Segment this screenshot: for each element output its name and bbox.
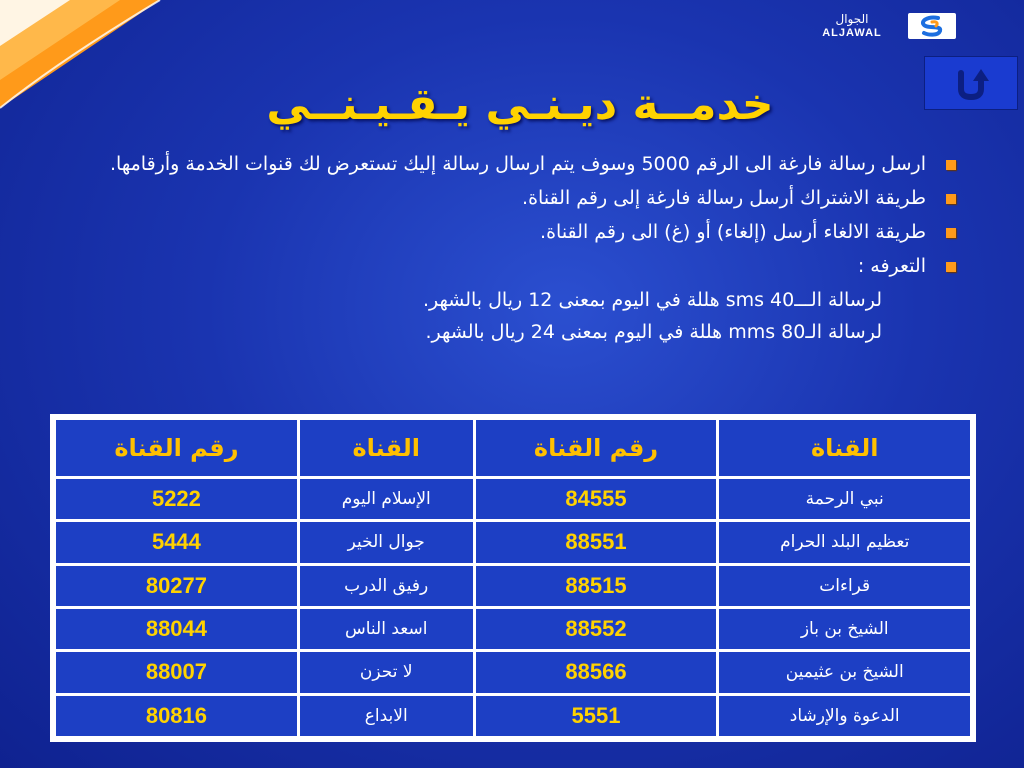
table-header-row	[56, 420, 970, 476]
table-row	[56, 609, 970, 649]
channel-name: الشيخ بن عثيمين	[719, 652, 970, 692]
tariff-text: لرسالة الـmms 80 هللة في اليوم بمعنى 24 ريال بالشهر.	[425, 321, 882, 343]
channel-name: نبي الرحمة	[719, 479, 970, 519]
bullet-item	[40, 150, 970, 178]
channel-number: 80277	[56, 566, 297, 606]
channel-number: 84555	[476, 479, 717, 519]
tariff-line	[40, 318, 970, 346]
channels-table	[50, 414, 976, 742]
channel-name: الابداع	[300, 696, 473, 736]
table-row	[56, 652, 970, 692]
header-channel-number: رقم القناة	[56, 420, 297, 476]
bullet-square-icon	[946, 160, 956, 170]
table-row	[56, 566, 970, 606]
channel-name: الدعوة والإرشاد	[719, 696, 970, 736]
bullet-text: طريقة الاشتراك أرسل رسالة فارغة إلى رقم القناة.	[522, 187, 926, 209]
channel-name: رفيق الدرب	[300, 566, 473, 606]
slide-title: خدمــة ديـنـي يـقـيـنــي	[266, 79, 774, 130]
channel-name: قراءات	[719, 566, 970, 606]
bullet-square-icon	[946, 262, 956, 272]
table-row	[56, 522, 970, 562]
channel-number: 5551	[476, 696, 717, 736]
return-arrow-icon	[951, 67, 993, 101]
bullet-item	[40, 252, 970, 280]
channel-name: جوال الخير	[300, 522, 473, 562]
bullet-item	[40, 218, 970, 246]
bullet-item	[40, 184, 970, 212]
bullet-text: ارسل رسالة فارغة الى الرقم 5000 وسوف يتم ارسال رسالة إليك تستعرض لك قنوات الخدمة وأرقامها.	[110, 153, 926, 175]
aljawal-logo-icon	[908, 13, 956, 39]
table-row	[56, 479, 970, 519]
bullet-square-icon	[946, 194, 956, 204]
channel-number: 88552	[476, 609, 717, 649]
channel-name: الشيخ بن باز	[719, 609, 970, 649]
channel-number: 5222	[56, 479, 297, 519]
logo-english-text: ALJAWAL	[822, 27, 882, 39]
channel-name: لا تحزن	[300, 652, 473, 692]
channel-number: 88044	[56, 609, 297, 649]
channels-table-grid	[53, 417, 973, 739]
channel-name: تعظيم البلد الحرام	[719, 522, 970, 562]
channel-number: 88007	[56, 652, 297, 692]
channel-number: 88551	[476, 522, 717, 562]
bullet-list	[40, 150, 970, 350]
bullet-square-icon	[946, 228, 956, 238]
aljawal-logo	[804, 12, 956, 40]
header-channel: القناة	[719, 420, 970, 476]
return-button[interactable]	[924, 56, 1018, 110]
header-channel: القناة	[300, 420, 473, 476]
channel-name: اسعد الناس	[300, 609, 473, 649]
channel-number: 80816	[56, 696, 297, 736]
header-channel-number: رقم القناة	[476, 420, 717, 476]
channel-name: الإسلام اليوم	[300, 479, 473, 519]
tariff-line	[40, 286, 970, 314]
corner-decoration	[0, 0, 170, 110]
table-row	[56, 696, 970, 736]
channel-number: 5444	[56, 522, 297, 562]
bullet-text: طريقة الالغاء أرسل (إلغاء) أو (غ) الى رقم القناة.	[540, 221, 926, 243]
bullet-text: التعرفه :	[857, 255, 926, 277]
tariff-text: لرسالة الـــsms 40 هللة في اليوم بمعنى 12 ريال بالشهر.	[422, 289, 882, 311]
logo-arabic-text: الجوال	[835, 12, 869, 26]
channel-number: 88515	[476, 566, 717, 606]
channel-number: 88566	[476, 652, 717, 692]
